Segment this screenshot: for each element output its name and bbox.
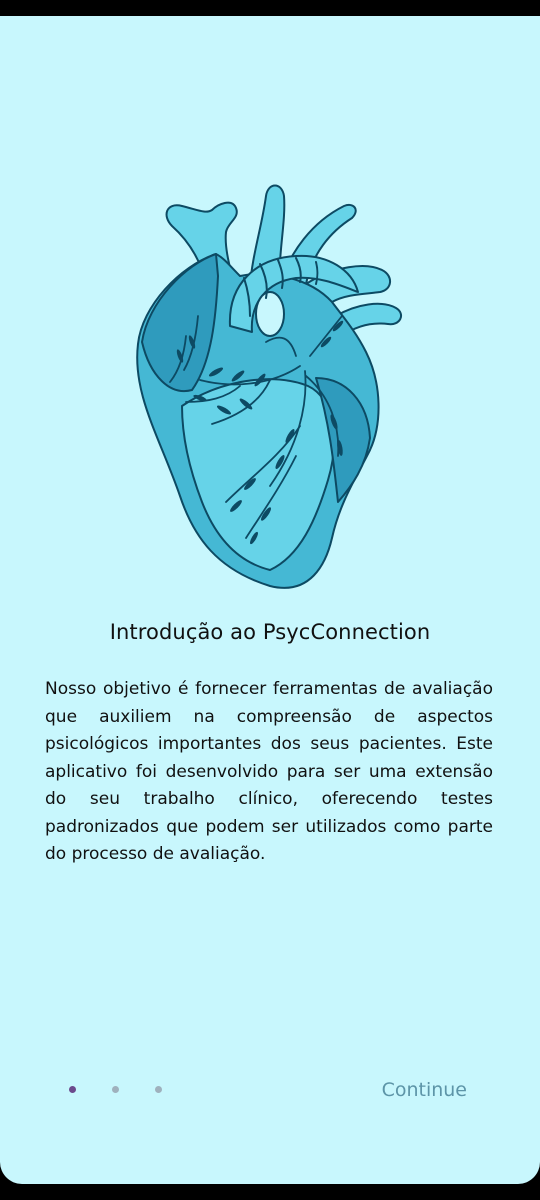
onboarding-title: Introdução ao PsycConnection bbox=[109, 620, 431, 644]
continue-button[interactable]: Continue bbox=[381, 1079, 467, 1101]
page-indicator-dot-active[interactable] bbox=[69, 1086, 76, 1093]
page-indicator-dot[interactable] bbox=[112, 1086, 119, 1093]
onboarding-pager bbox=[0, 1077, 540, 1103]
page-indicator-dot[interactable] bbox=[155, 1086, 162, 1093]
anatomical-heart-icon bbox=[120, 166, 420, 606]
onboarding-screen bbox=[0, 16, 540, 1184]
onboarding-description: Nosso objetivo é fornecer ferramentas de avaliação que auxiliem na compreensão de aspectos psicológicos importantes dos seus pacientes. Este aplicativo foi desenvolvido para ser uma extensão do seu trabalho clínico, oferecendo testes padronizados que podem ser utilizados como parte do processo de avaliação. bbox=[45, 679, 493, 864]
